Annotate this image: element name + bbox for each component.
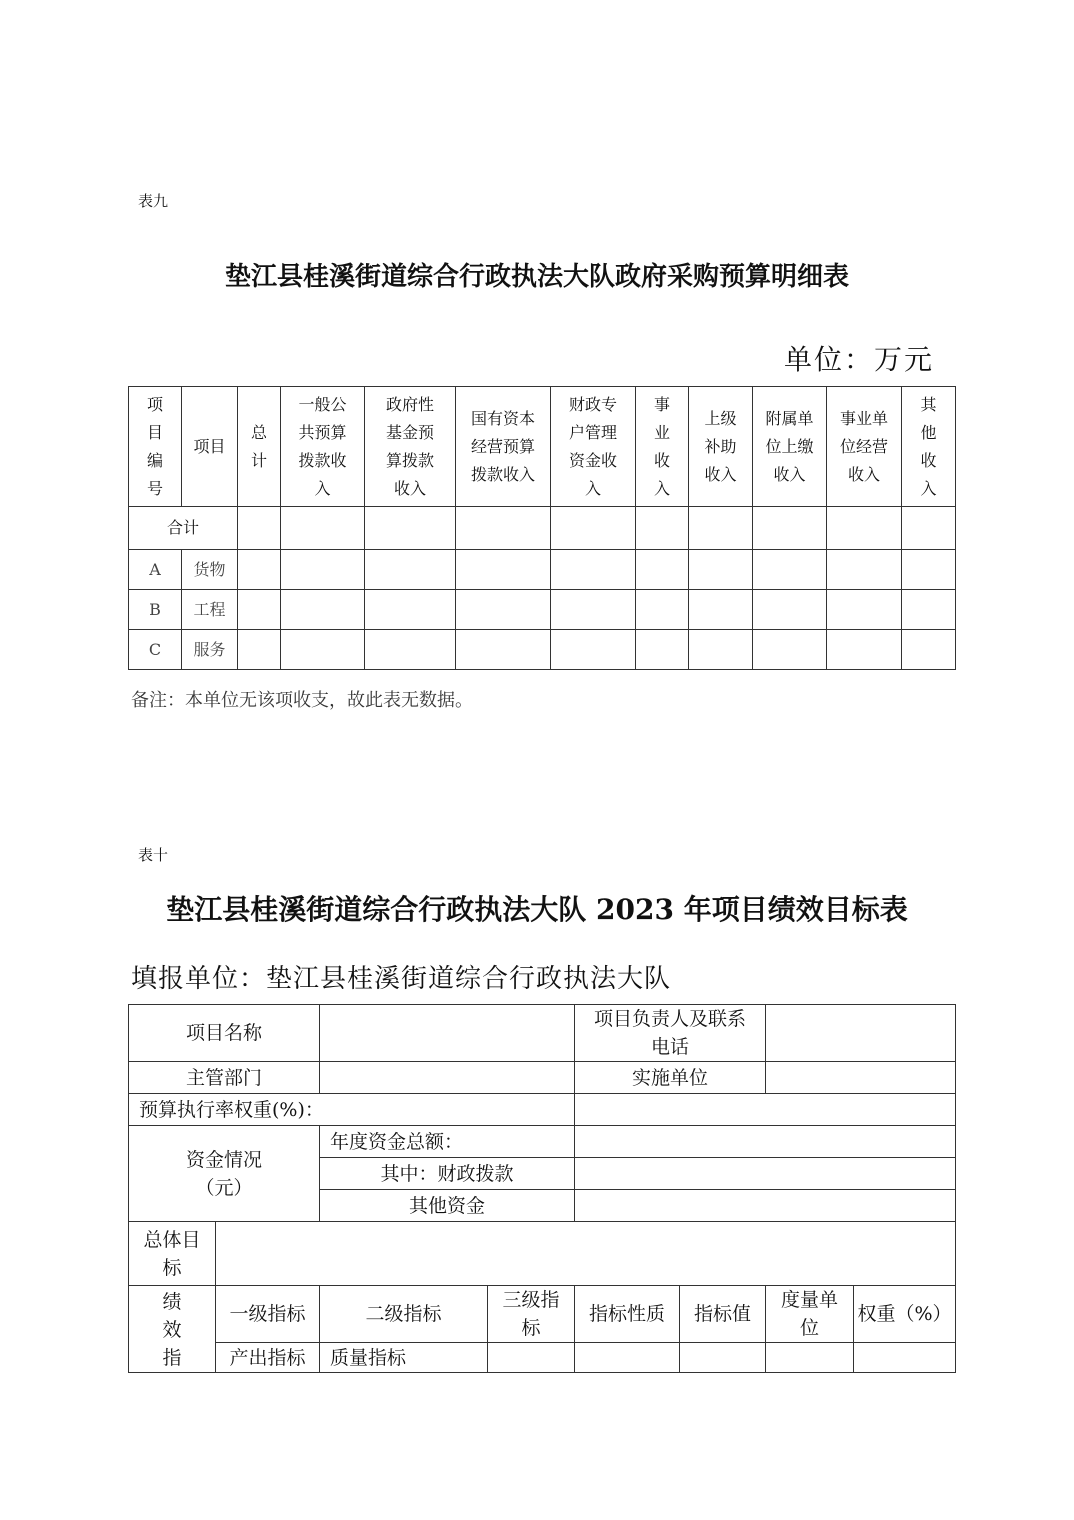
fund-status-label: 资金情况 （元） xyxy=(129,1126,320,1222)
table9-title: 垫江县桂溪街道综合行政执法大队政府采购预算明细表 xyxy=(224,262,849,292)
table9-unit: 单位：万元 xyxy=(784,343,935,376)
performance-target-table xyxy=(128,1004,956,1373)
value-header: 指标值 xyxy=(680,1286,766,1343)
overall-goal-value xyxy=(216,1222,956,1286)
budget-weight-row xyxy=(129,1094,956,1126)
project-name-row xyxy=(129,1005,956,1062)
header-business-income: 事 业 收 入 xyxy=(636,387,689,507)
header-general-budget: 一般公 共预算 拨款收 入 xyxy=(281,387,365,507)
fiscal-label: 其中：财政拨款 xyxy=(320,1158,575,1190)
overall-goal-row xyxy=(129,1222,956,1286)
total-row xyxy=(129,507,956,550)
contact-label: 项目负责人及联系 电话 xyxy=(575,1005,766,1062)
header-superior-subsidy: 上级 补助 收入 xyxy=(689,387,753,507)
level3-header: 三级指 标 xyxy=(488,1286,575,1343)
project-name-value xyxy=(320,1005,575,1062)
contact-value xyxy=(766,1005,956,1062)
department-label: 主管部门 xyxy=(129,1062,320,1094)
header-code: 项 目 编 号 xyxy=(129,387,182,507)
total-row-label: 合计 xyxy=(129,507,238,550)
header-other: 其 他 收 入 xyxy=(902,387,956,507)
procurement-budget-table xyxy=(128,386,956,670)
overall-goal-label: 总体目 标 xyxy=(129,1222,216,1286)
table-header-row xyxy=(129,387,956,507)
output-indicator: 产出指标 xyxy=(216,1343,320,1373)
quality-indicator: 质量指标 xyxy=(320,1343,488,1373)
other-fund-value xyxy=(575,1190,956,1222)
implementer-value xyxy=(766,1062,956,1094)
budget-weight-value xyxy=(575,1094,956,1126)
indicator-row xyxy=(129,1343,956,1373)
measure-unit-header: 度量单 位 xyxy=(766,1286,854,1343)
level2-header: 二级指标 xyxy=(320,1286,488,1343)
table10-label: 表十 xyxy=(138,846,169,864)
table-row xyxy=(129,590,956,630)
row-name: 工程 xyxy=(182,590,238,630)
weight-header: 权重（%） xyxy=(854,1286,956,1343)
project-name-label: 项目名称 xyxy=(129,1005,320,1062)
annual-total-label: 年度资金总额： xyxy=(320,1126,575,1158)
row-code: C xyxy=(129,630,182,670)
header-affiliated: 附属单 位上缴 收入 xyxy=(753,387,827,507)
department-value xyxy=(320,1062,575,1094)
level1-header: 一级指标 xyxy=(216,1286,320,1343)
table10-filler: 填报单位：垫江县桂溪街道综合行政执法大队 xyxy=(131,964,672,994)
header-operating: 事业单 位经营 收入 xyxy=(827,387,902,507)
header-special-account: 财政专 户管理 资金收 入 xyxy=(551,387,636,507)
indicator-header-row xyxy=(129,1286,956,1343)
table-row xyxy=(129,550,956,590)
department-row xyxy=(129,1062,956,1094)
header-item: 项目 xyxy=(182,387,238,507)
header-state-capital: 国有资本 经营预算 拨款收入 xyxy=(456,387,551,507)
table9-note: 备注：本单位无该项收支，故此表无数据。 xyxy=(131,690,473,711)
fund-row xyxy=(129,1126,956,1158)
row-code: A xyxy=(129,550,182,590)
fiscal-value xyxy=(575,1158,956,1190)
row-name: 服务 xyxy=(182,630,238,670)
implementer-label: 实施单位 xyxy=(575,1062,766,1094)
perf-label: 绩 效 指 xyxy=(129,1286,216,1373)
nature-header: 指标性质 xyxy=(575,1286,680,1343)
table10-title: 垫江县桂溪街道综合行政执法大队 2023 年项目绩效目标表 xyxy=(166,893,908,926)
annual-total-value xyxy=(575,1126,956,1158)
row-code: B xyxy=(129,590,182,630)
row-name: 货物 xyxy=(182,550,238,590)
header-total: 总 计 xyxy=(238,387,281,507)
table-row xyxy=(129,630,956,670)
other-fund-label: 其他资金 xyxy=(320,1190,575,1222)
header-gov-fund: 政府性 基金预 算拨款 收入 xyxy=(365,387,456,507)
table9-label: 表九 xyxy=(138,192,169,210)
budget-weight-label: 预算执行率权重(%)： xyxy=(129,1094,575,1126)
